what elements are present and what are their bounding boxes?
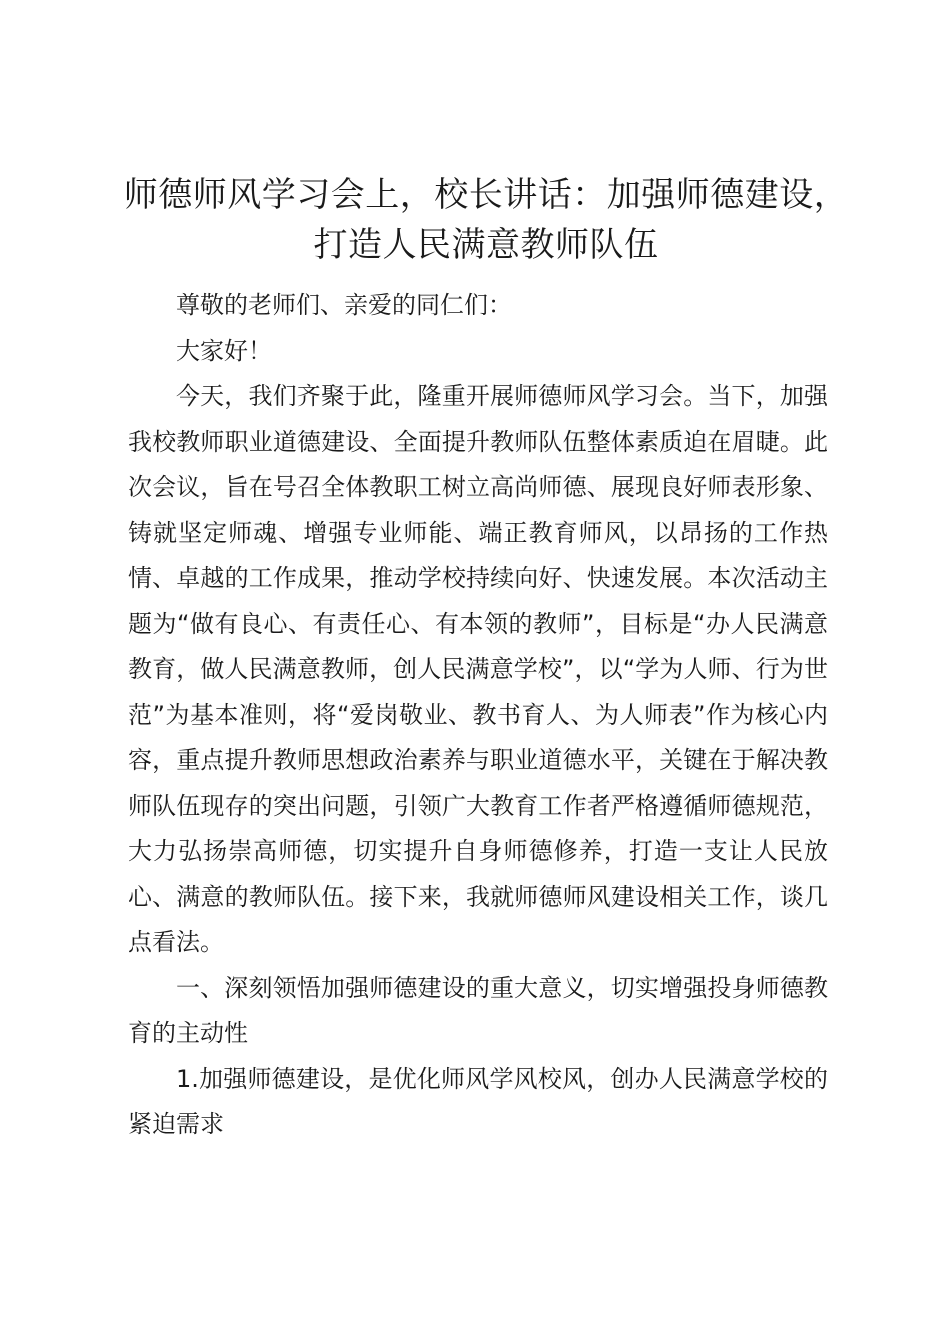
intro-paragraph: 今天，我们齐聚于此，隆重开展师德师风学习会。当下，加强我校教师职业道德建设、全面提升教师队伍整体素质迫在眉睫。此次会议，旨在号召全体教职工树立高尚师德、展现良好师表形象、铸就坚定师魂、增强专业师能、端正教育师风，以昂扬的工作热情、卓越的工作成果，推动学校持续向好、快速发展。本次活动主题为“做有良心、有责任心、有本领的教师”，目标是“办人民满意教育，做人民满意教师，创人民满意学校”，以“学为人师、行为世范”为基本准则，将“爱岗敬业、教书育人、为人师表”作为核心内容，重点提升教师思想政治素养与职业道德水平，关键在于解决教师队伍现存的突出问题，引领广大教育工作者严格遵循师德规范，大力弘扬崇高师德，切实提升自身师德修养，打造一支让人民放心、满意的教师队伍。接下来，我就师德师风建设相关工作，谈几点看法。 [128, 382, 828, 956]
subsection-heading-1: 1.加强师德建设，是优化师风学风校风，创办人民满意学校的紧迫需求 [128, 1064, 828, 1138]
section-heading-1: 一、深刻领悟加强师德建设的重大意义，切实增强投身师德教育的主动性 [128, 973, 828, 1047]
document-title [116, 170, 856, 270]
hello-paragraph: 大家好！ [176, 336, 272, 365]
document-body [128, 283, 828, 1148]
title-line-1: 师德师风学习会上，校长讲话：加强师德建设， [123, 175, 849, 215]
title-line-2: 打造人民满意教师队伍 [313, 225, 659, 265]
greeting-paragraph: 尊敬的老师们、亲爱的同仁们： [176, 291, 512, 319]
